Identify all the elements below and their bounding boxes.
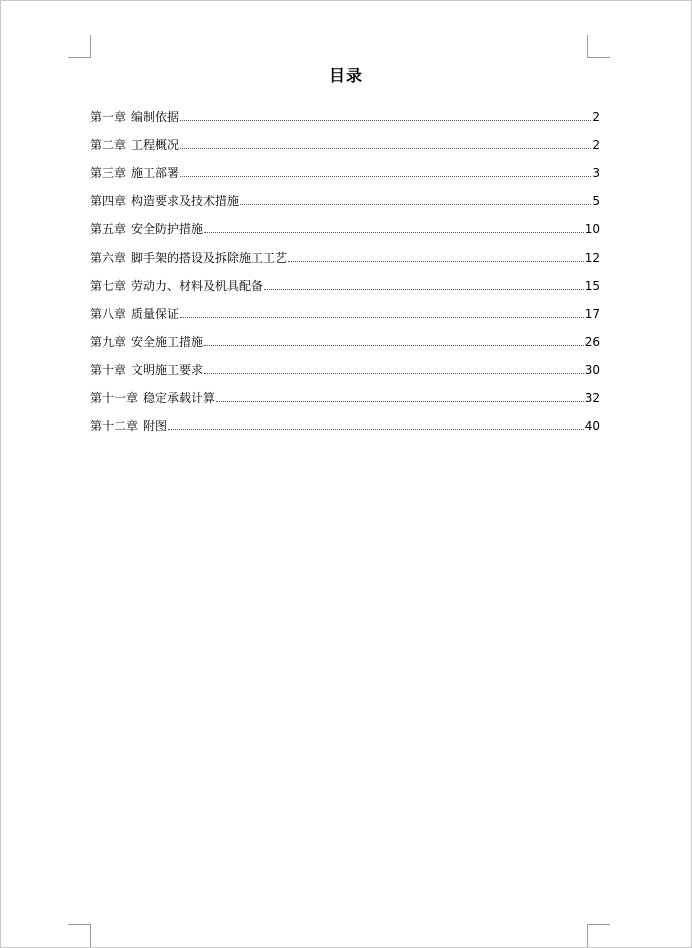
toc-dot-leader (216, 400, 584, 402)
toc-entry-page-number: 17 (584, 306, 600, 321)
toc-entry-page-number: 2 (592, 110, 600, 125)
toc-entry-title: 文明施工要求 (131, 362, 204, 377)
toc-entry-chapter: 第七章 (90, 278, 127, 293)
toc-entry-page-number: 5 (592, 194, 600, 209)
toc-entry-page-number: 15 (584, 278, 600, 293)
toc-entry-chapter: 第一章 (90, 110, 127, 125)
toc-entry-title: 施工部署 (131, 166, 180, 181)
toc-entry[interactable] (90, 349, 600, 377)
margin-marker-bottom-right (587, 924, 610, 947)
toc-entry-page-number: 3 (592, 166, 600, 181)
toc-entry[interactable] (90, 124, 600, 152)
toc-entry-page-number: 10 (584, 222, 600, 237)
toc-entry[interactable] (90, 405, 600, 433)
toc-entry-page-number: 32 (584, 391, 600, 406)
toc-entry-chapter: 第十章 (90, 362, 127, 377)
toc-dot-leader (168, 428, 584, 430)
toc-entry-title: 附图 (143, 419, 168, 434)
toc-entry-page-number: 40 (584, 419, 600, 434)
toc-entry[interactable] (90, 180, 600, 208)
toc-dot-leader (204, 372, 584, 374)
toc-dot-leader (180, 316, 584, 318)
toc-entry[interactable] (90, 293, 600, 321)
toc-entry-chapter: 第四章 (90, 194, 127, 209)
margin-marker-top-right (587, 35, 610, 58)
toc-entry-chapter: 第三章 (90, 166, 127, 181)
toc-entry-title: 构造要求及技术措施 (131, 194, 240, 209)
toc-title: 目录 (328, 66, 363, 85)
toc-entry-title: 质量保证 (131, 306, 180, 321)
toc-entry-page-number: 12 (584, 250, 600, 265)
toc-entry-chapter: 第十一章 (90, 391, 139, 406)
toc-entry[interactable] (90, 321, 600, 349)
toc-entry-title: 脚手架的搭设及拆除施工工艺 (131, 250, 288, 265)
toc-entry-chapter: 第二章 (90, 138, 127, 153)
toc-entry-title: 安全防护措施 (131, 222, 204, 237)
toc-dot-leader (264, 288, 584, 290)
toc-entry[interactable] (90, 265, 600, 293)
toc-entry[interactable] (90, 96, 600, 124)
toc-entry-page-number: 26 (584, 334, 600, 349)
toc-dot-leader (240, 203, 591, 205)
toc-entry[interactable] (90, 236, 600, 264)
toc-dot-leader (288, 260, 584, 262)
toc-dot-leader (204, 231, 584, 233)
toc-entry-chapter: 第六章 (90, 250, 127, 265)
toc-entry-chapter: 第十二章 (90, 419, 139, 434)
toc-entry-title: 编制依据 (131, 110, 180, 125)
toc-entry-chapter: 第五章 (90, 222, 127, 237)
toc-entry[interactable] (90, 152, 600, 180)
margin-marker-bottom-left (68, 924, 91, 947)
toc-entry-title: 稳定承载计算 (143, 391, 216, 406)
toc-entry-title: 劳动力、材料及机具配备 (131, 278, 264, 293)
toc-dot-leader (180, 175, 591, 177)
toc-entry-title: 工程概况 (131, 138, 180, 153)
toc-dot-leader (204, 344, 584, 346)
toc-entry-chapter: 第八章 (90, 306, 127, 321)
toc-dot-leader (180, 119, 591, 121)
margin-marker-top-left (68, 35, 91, 58)
table-of-contents (90, 96, 600, 433)
toc-entry-title: 安全施工措施 (131, 334, 204, 349)
toc-entry-page-number: 30 (584, 362, 600, 377)
toc-entry[interactable] (90, 377, 600, 405)
toc-dot-leader (180, 147, 591, 149)
toc-entry-page-number: 2 (592, 138, 600, 153)
toc-entry-chapter: 第九章 (90, 334, 127, 349)
toc-entry[interactable] (90, 208, 600, 236)
